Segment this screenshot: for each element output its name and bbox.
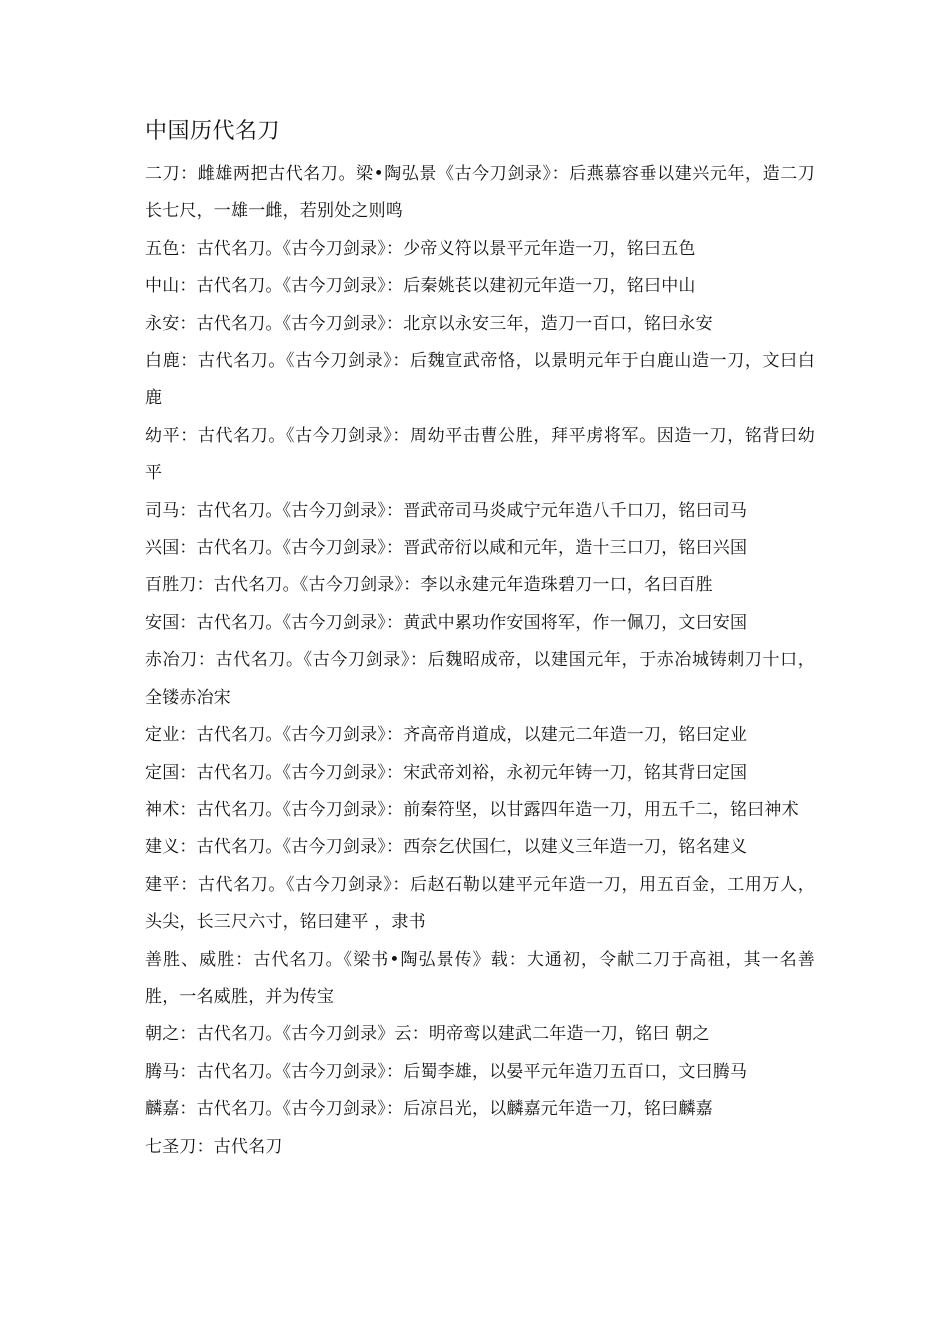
entry-paragraph: 建义：古代名刀。《古今刀剑录》：西奈乞伏国仁，以建义三年造一刀，铭名建义 — [145, 837, 748, 858]
entry-paragraph: 五色：古代名刀。《古今刀剑录》：少帝义符以景平元年造一刀，铭曰五色 — [145, 238, 696, 259]
entry-paragraph: 赤冶刀：古代名刀。《古今刀剑录》：后魏昭成帝，以建国元年，于赤冶城铸刺刀十口，全镂赤冶宋 — [145, 650, 815, 708]
entry-paragraph: 善胜、威胜：古代名刀。《梁书•陶弘景传》载：大通初，令献二刀于高祖，其一名善胜，一名威胜，并为传宝 — [145, 949, 815, 1007]
entry-paragraph: 白鹿：古代名刀。《古今刀剑录》：后魏宣武帝恪，以景明元年于白鹿山造一刀，文曰白鹿 — [145, 351, 815, 409]
entry-paragraph: 安国：古代名刀。《古今刀剑录》：黄武中累功作安国将军，作一佩刀，文曰安国 — [145, 612, 748, 633]
entry-list — [145, 156, 815, 1166]
entry-paragraph: 司马：古代名刀。《古今刀剑录》：晋武帝司马炎咸宁元年造八千口刀，铭曰司马 — [145, 500, 748, 521]
entry-paragraph: 七圣刀：古代名刀 — [145, 1136, 283, 1157]
page-title: 中国历代名刀 — [145, 119, 281, 144]
entry-paragraph: 中山：古代名刀。《古今刀剑录》：后秦姚苌以建初元年造一刀，铭曰中山 — [145, 276, 696, 297]
entry-paragraph: 神术：古代名刀。《古今刀剑录》：前秦符坚，以甘露四年造一刀，用五千二，铭曰神术 — [145, 799, 799, 820]
entry-paragraph: 腾马：古代名刀。《古今刀剑录》：后蜀李雄，以晏平元年造刀五百口，文曰腾马 — [145, 1061, 748, 1082]
entry-paragraph: 定业：古代名刀。《古今刀剑录》：齐高帝肖道成，以建元二年造一刀，铭曰定业 — [145, 725, 748, 746]
document-body — [145, 112, 815, 1166]
entry-paragraph: 二刀：雌雄两把古代名刀。梁•陶弘景《古今刀剑录》：后燕慕容垂以建兴元年，造二刀长七尺，一雄一雌，若别处之则鸣 — [145, 164, 815, 222]
entry-paragraph: 麟嘉：古代名刀。《古今刀剑录》：后凉吕光，以麟嘉元年造一刀，铭曰麟嘉 — [145, 1099, 713, 1120]
entry-paragraph: 百胜刀：古代名刀。《古今刀剑录》：李以永建元年造珠碧刀一口，名曰百胜 — [145, 575, 713, 596]
entry-paragraph: 幼平：古代名刀。《古今刀剑录》：周幼平击曹公胜，拜平虏将军。因造一刀，铭背曰幼平 — [145, 425, 815, 484]
entry-paragraph: 建平：古代名刀。《古今刀剑录》：后赵石勒以建平元年造一刀，用五百金，工用万人，头尖，长三尺六寸，铭曰建平 ，隶书 — [145, 874, 815, 933]
entry-paragraph: 兴国：古代名刀。《古今刀剑录》：晋武帝衍以咸和元年，造十三口刀，铭曰兴国 — [145, 538, 748, 559]
entry-paragraph: 朝之：古代名刀。《古今刀剑录》云：明帝鸾以建武二年造一刀，铭曰 朝之 — [145, 1024, 710, 1045]
entry-paragraph: 定国：古代名刀。《古今刀剑录》：宋武帝刘裕，永初元年铸一刀，铭其背曰定国 — [145, 762, 748, 783]
entry-paragraph: 永安：古代名刀。《古今刀剑录》：北京以永安三年，造刀一百口，铭曰永安 — [145, 313, 713, 334]
